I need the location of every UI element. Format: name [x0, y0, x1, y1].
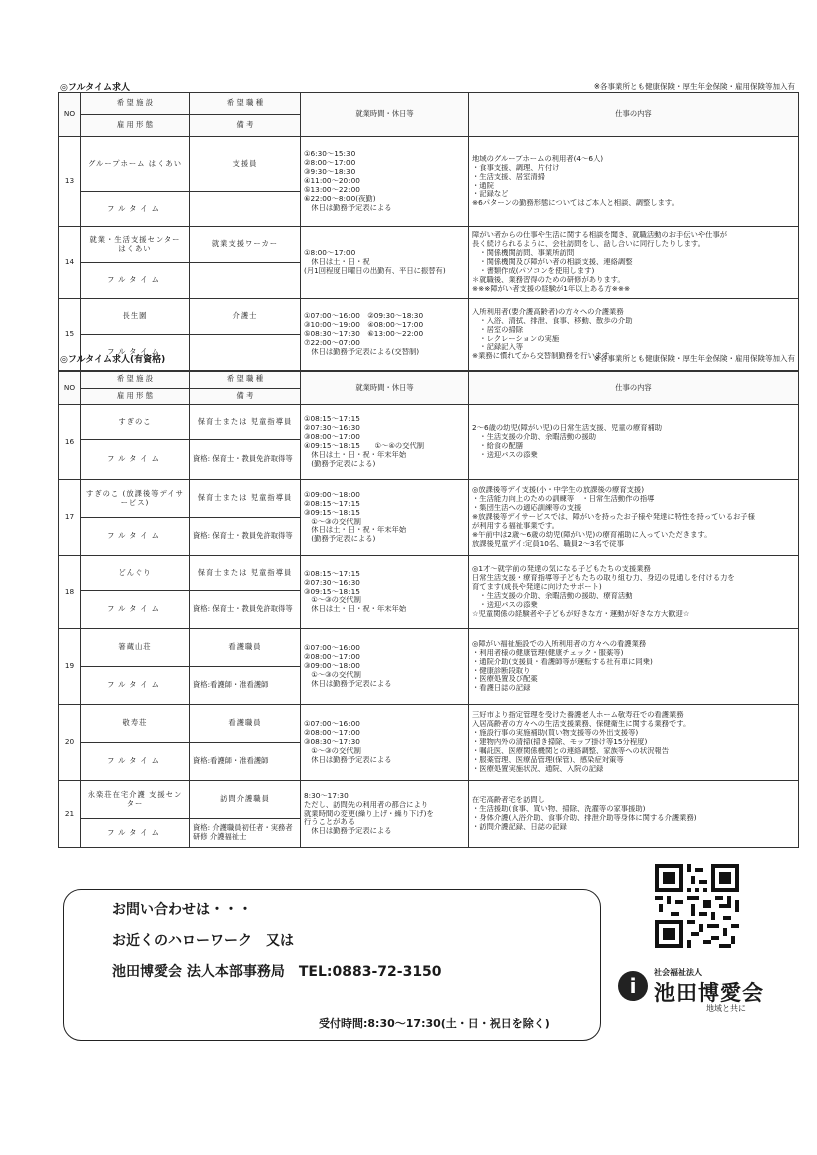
remarks-header: 備 考: [190, 388, 301, 405]
row-number: 17: [59, 480, 81, 556]
hours-line: ①08:15～17:15: [304, 569, 360, 578]
remarks: 資格: 介護職員初任者・実務者研修 介護福祉士: [190, 819, 301, 848]
hours-line: ②8:00～17:00: [304, 159, 356, 168]
job-title: 看護職員: [190, 705, 301, 743]
duty-line: ※※※障がい者支援の経験が1年以上ある方※※※: [472, 284, 631, 293]
duty-line: ・建物内外の清掃(掃き掃除、モップ掛け等15分程度): [472, 738, 648, 747]
work-hours: [301, 299, 469, 371]
remarks: [190, 263, 301, 299]
facility-header: 希 望 施 設: [81, 93, 190, 115]
employment-type: フルタイム: [81, 591, 190, 629]
duty-line: ・施設行事の実施補助(買い物支援等の外出支援等): [472, 729, 639, 738]
facility-header: 希 望 施 設: [81, 372, 190, 389]
duty-line: ・送迎バスの添乗: [472, 450, 538, 459]
job-duties: [469, 781, 799, 848]
duty-line: 放課後児童デイ:定員10名、職員2～3名で従事: [472, 539, 624, 548]
duty-line: ・看護日誌の記録: [472, 684, 531, 693]
work-hours: [301, 227, 469, 299]
duty-line: ※業務に慣れてから交替制勤務を行います。: [472, 352, 617, 361]
employment-type: フルタイム: [81, 440, 190, 480]
duties-header: 仕事の内容: [469, 93, 799, 137]
facility-name: 敬寿荘: [81, 705, 190, 743]
duty-line: 在宅高齢者宅を訪問し: [472, 796, 545, 805]
hours-line: ①6:30～15:30: [304, 150, 356, 159]
hours-line: ⑤13:00～22:00: [304, 185, 360, 194]
row-number: 15: [59, 299, 81, 371]
inquiry-box: [63, 889, 601, 1041]
hours-header: 就業時間・休日等: [301, 93, 469, 137]
hours-line: 就業時間の変更(繰り上げ・繰り下げ)を: [304, 809, 434, 818]
insurance-note: ※各事業所とも健康保険・厚生年金保険・雇用保険等加入有: [593, 354, 795, 363]
hours-line: 休日は勤務予定表による(交替制): [304, 347, 420, 356]
employment-type: フルタイム: [81, 743, 190, 781]
duty-line: ☆児童関係の経験者や子どもが好きな方・運動が好きな方大歓迎☆: [472, 609, 690, 618]
remarks: 資格: 保育士・教員免許取得等: [190, 440, 301, 480]
facility-name: グループホーム はくあい: [81, 137, 190, 192]
hours-line: 休日は勤務予定表による: [304, 203, 392, 212]
hours-line: ③08:30～17:30: [304, 738, 360, 747]
hours-line: 行うことがある: [304, 818, 356, 827]
duty-line: ・記録記入等: [472, 343, 524, 352]
hours-line: (勤務予定表による): [304, 535, 376, 544]
facility-name: 箸蔵山荘: [81, 629, 190, 667]
duty-line: ・利用者様の健康管理(健康チェック・服薬等): [472, 648, 624, 657]
remarks: [190, 335, 301, 371]
work-hours: [301, 405, 469, 480]
employment-type: フルタイム: [81, 263, 190, 299]
hours-line: 休日は土・日・祝・年末年始: [304, 450, 407, 459]
fulltime-jobs-table: [58, 92, 799, 371]
remarks: 資格: 保育士・教員免許取得等: [190, 591, 301, 629]
hakuaikai-logo-icon: i: [618, 971, 648, 1001]
employment-type: フルタイム: [81, 819, 190, 848]
duty-line: ・訪問介護記録、日誌の記録: [472, 822, 567, 831]
employment-header: 雇 用 形 態: [81, 388, 190, 405]
duty-line: ・健康診断段取り: [472, 666, 531, 675]
job-title: 保育士または 児童指導員: [190, 480, 301, 518]
duty-line: ・居室の掃除: [472, 325, 524, 334]
hours-line: ①～③の交代制: [304, 746, 361, 755]
insurance-note: ※各事業所とも健康保険・厚生年金保険・雇用保険等加入有: [593, 82, 795, 91]
duty-line: 長く続けられるように、会社訪問をし、話し合いに同行したりします。: [472, 240, 705, 249]
duty-line: 育てます(成長や発達に向けたサポート): [472, 583, 602, 592]
hours-line: ④09:15～18:15 ①～④の交代制: [304, 442, 425, 450]
duty-line: ・生活支援、居室清掃: [472, 172, 545, 181]
duty-line: ・身体介護(入浴介助、食事介助、排泄介助等身体に関する介護業務): [472, 814, 697, 822]
section-title-fulltime: ◎フルタイム求人: [60, 83, 130, 93]
duty-line: ・食事支援、調理、片付け: [472, 163, 560, 172]
duty-line: ・レクレーションの実施: [472, 334, 560, 343]
job-title: 介護士: [190, 299, 301, 335]
work-hours: [301, 705, 469, 781]
table-row: [59, 705, 799, 743]
row-number: 20: [59, 705, 81, 781]
job-title: 就業支援ワーカー: [190, 227, 301, 263]
employment-type: フルタイム: [81, 335, 190, 371]
duty-line: ・関係機関及び障がい者の相談支援、連絡調整: [472, 258, 633, 267]
hours-line: ③09:15～18:15: [304, 587, 360, 596]
no-header: NO: [59, 372, 81, 405]
employment-type: フルタイム: [81, 192, 190, 227]
duties-header: 仕事の内容: [469, 372, 799, 405]
duty-line: ◎1才～就学前の発達の気になる子どもたちの支援業務: [472, 565, 651, 574]
duty-line: ・入浴、清拭、排泄、食事、移動、散歩の介助: [472, 316, 633, 325]
duty-line: ◎障がい福祉施設での入所利用者の方々への看護業務: [472, 639, 647, 648]
row-number: 16: [59, 405, 81, 480]
duty-line: ※午前中は2歳～6歳の幼児(障がい児)の療育補助に入っていただきます。: [472, 530, 712, 539]
hours-line: ②07:30～16:30: [304, 578, 360, 587]
duty-line: 地域のグループホームの利用者(4～6人): [472, 154, 604, 163]
facility-name: 永楽荘在宅介護 支援センター: [81, 781, 190, 819]
duty-line: 2～6歳の幼児(障がい児)の日常生活支援、児童の療育補助: [472, 424, 663, 433]
hours-line: ④11:00～20:00: [304, 177, 360, 186]
job-duties: [469, 137, 799, 227]
facility-name: すぎのこ: [81, 405, 190, 440]
table-row: [59, 480, 799, 518]
employment-header: 雇 用 形 態: [81, 115, 190, 137]
inquiry-line-2: お近くのハローワーク 又は: [112, 933, 294, 949]
remarks: [190, 192, 301, 227]
hours-line: 休日は土・日・祝・年末年始: [304, 526, 407, 535]
duty-line: ・給食の配膳: [472, 442, 524, 450]
job-title: 保育士または 児童指導員: [190, 556, 301, 591]
hours-line: (月1回程度日曜日の出勤有、平日に振替有): [304, 266, 446, 275]
qr-code-icon[interactable]: [655, 864, 739, 948]
hours-line: ただし、訪問先の利用者の都合により: [304, 800, 429, 809]
duty-line: ・送迎バスの添乗: [472, 600, 538, 609]
hours-line: 8:30～17:30: [304, 791, 349, 800]
job-title: 訪問介護職員: [190, 781, 301, 819]
hours-line: ①～③の交代制: [304, 670, 361, 679]
hours-line: ②08:00～17:00: [304, 653, 360, 662]
hours-line: 休日は勤務予定表による: [304, 679, 392, 688]
job-duties: [469, 705, 799, 781]
work-hours: [301, 629, 469, 705]
table-row: [59, 781, 799, 819]
duty-line: が利用する福祉事業です。: [472, 521, 559, 530]
duty-line: ※6パターンの勤務形態についてはご本人と相談、調整します。: [472, 199, 679, 208]
row-number: 21: [59, 781, 81, 848]
hours-line: (勤務予定表による): [304, 459, 376, 468]
hours-line: ⑤08:30～17:30 ⑥13:00～22:00: [304, 330, 424, 339]
duty-line: ・服薬管理、医療品管理(保管)、感染症対策等: [472, 755, 624, 764]
hours-line: 休日は土・日・祝・年末年始: [304, 605, 407, 614]
job-title: 支援員: [190, 137, 301, 192]
duty-line: ・通院介助(支援員・看護師等が運転する社有車に同乗): [472, 657, 653, 666]
hours-line: 休日は勤務予定表による: [304, 827, 392, 836]
inquiry-line-1: お問い合わせは・・・: [112, 902, 252, 918]
hours-line: ②07:30～16:30: [304, 424, 360, 433]
reception-hours: 受付時間:8:30～17:30(土・日・祝日を除く): [319, 1017, 550, 1030]
work-hours: [301, 137, 469, 227]
job-type-header: 希 望 職 種: [190, 93, 301, 115]
duty-line: ・記録など: [472, 190, 509, 199]
remarks: 資格: 保育士・教員免許取得等: [190, 518, 301, 556]
logo-prefix: 社会福祉法人: [654, 968, 702, 977]
hours-line: ③10:00～19:00 ④08:00～17:00: [304, 321, 424, 330]
duty-line: 障がい者からの仕事や生活に関する相談を聞き、就職活動のお手伝いや仕事が: [472, 231, 728, 240]
section-title-fulltime-licensed: ◎フルタイム求人(有資格): [60, 355, 166, 365]
hours-line: ③9:30～18:30: [304, 168, 356, 177]
job-duties: [469, 480, 799, 556]
logo-name: 池田博愛会: [654, 981, 764, 1005]
hours-line: ②08:15～17:15: [304, 499, 360, 508]
hours-line: ①07:00～16:00: [304, 644, 360, 653]
remarks-header: 備 考: [190, 115, 301, 137]
work-hours: [301, 556, 469, 629]
row-number: 13: [59, 137, 81, 227]
work-hours: [301, 781, 469, 848]
duty-line: ※放課後等デイサービスでは、障がいを持ったお子様や発達に特性を持っているお子様: [472, 513, 755, 522]
row-number: 14: [59, 227, 81, 299]
duty-line: ・嘱託医、医療関係機関との連絡調整、家族等への状況報告: [472, 746, 670, 755]
hours-line: 休日は土・日・祝: [304, 258, 370, 267]
facility-name: すぎのこ (放課後等デイサービス): [81, 480, 190, 518]
job-title: 保育士または 児童指導員: [190, 405, 301, 440]
hours-line: 休日は勤務予定表による: [304, 755, 392, 764]
duty-line: ・医療処置実施状況、通院、入院の記録: [472, 764, 604, 773]
table-row: [59, 299, 799, 335]
hours-line: ⑦22:00～07:00: [304, 338, 360, 347]
duty-line: ・通院: [472, 181, 494, 190]
table-header-row: [59, 372, 799, 389]
hours-header: 就業時間・休日等: [301, 372, 469, 405]
work-hours: [301, 480, 469, 556]
logo-tagline: 地域と共に: [706, 1004, 746, 1013]
hours-line: ③09:00～18:00: [304, 662, 360, 671]
hours-line: ①8:00～17:00: [304, 249, 356, 258]
duty-line: ・書類作成(パソコンを使用します): [472, 266, 595, 275]
hours-line: ①07:00～16:00 ②09:30～18:30: [304, 312, 424, 321]
hours-line: ②08:00～17:00: [304, 729, 360, 738]
hours-line: ③08:00～17:00: [304, 433, 360, 442]
duty-line: ・関係機関訪問、事業所訪問: [472, 249, 575, 258]
duty-line: 日常生活支援・療育指導等子どもたちの取り組む力、身辺の見通しを付ける力を: [472, 574, 735, 583]
no-header: NO: [59, 93, 81, 137]
duty-line: ・生活支援の介助、余暇活動の援助: [472, 433, 597, 442]
table-row: [59, 629, 799, 667]
duty-line: ◎放課後等デイ支援(小・中学生の放課後の療育支援): [472, 486, 645, 495]
duty-line: ・集団生活への適応訓練等の支援: [472, 504, 582, 513]
employment-type: フルタイム: [81, 518, 190, 556]
duty-line: ・生活能力向上のための訓練等 ・日常生活動作の指導: [472, 495, 655, 504]
facility-name: どんぐり: [81, 556, 190, 591]
inquiry-line-3: 池田博愛会 法人本部事務局 TEL:0883-72-3150: [112, 964, 442, 980]
hours-line: ①～③の交代制: [304, 596, 361, 605]
facility-name: 就業・生活支援センター はくあい: [81, 227, 190, 263]
duty-line: ・生活援助(食事、買い物、掃除、洗濯等の家事援助): [472, 805, 646, 814]
hours-line: ③09:15～18:15: [304, 508, 360, 517]
table-row: [59, 137, 799, 192]
job-duties: [469, 629, 799, 705]
job-duties: [469, 227, 799, 299]
row-number: 18: [59, 556, 81, 629]
fulltime-licensed-jobs-table: [58, 371, 799, 848]
hours-line: ①～③の交代制: [304, 517, 361, 526]
organization-logo: [618, 965, 798, 1015]
table-row: [59, 556, 799, 591]
duty-line: ＊就職後、業務習得のための研修があります。: [472, 275, 625, 284]
facility-name: 長生園: [81, 299, 190, 335]
remarks: 資格:看護師・准看護師: [190, 667, 301, 705]
table-row: [59, 405, 799, 440]
job-title: 看護職員: [190, 629, 301, 667]
duty-line: 入所利用者(要介護高齢者)の方々への介護業務: [472, 307, 624, 316]
row-number: 19: [59, 629, 81, 705]
employment-type: フルタイム: [81, 667, 190, 705]
hours-line: ⑥22:00～8:00(夜勤): [304, 194, 376, 203]
hours-line: ①07:00～16:00: [304, 720, 360, 729]
duty-line: 三好市より指定管理を受けた養護老人ホーム敬寿荘での看護業務: [472, 711, 684, 720]
remarks: 資格:看護師・准看護師: [190, 743, 301, 781]
job-type-header: 希 望 職 種: [190, 372, 301, 389]
duty-line: ・生活支援の介助、余暇活動の援助、療育活動: [472, 592, 633, 600]
duty-line: 入居高齢者の方々への生活支援業務、保健衛生に関する業務です。: [472, 720, 691, 729]
hours-line: ①09:00～18:00: [304, 490, 360, 499]
job-duties: [469, 556, 799, 629]
hours-line: ①08:15～17:15: [304, 415, 360, 424]
table-header-row: [59, 93, 799, 115]
table-row: [59, 227, 799, 263]
job-duties: [469, 405, 799, 480]
duty-line: ・医療処置及び配薬: [472, 675, 538, 684]
